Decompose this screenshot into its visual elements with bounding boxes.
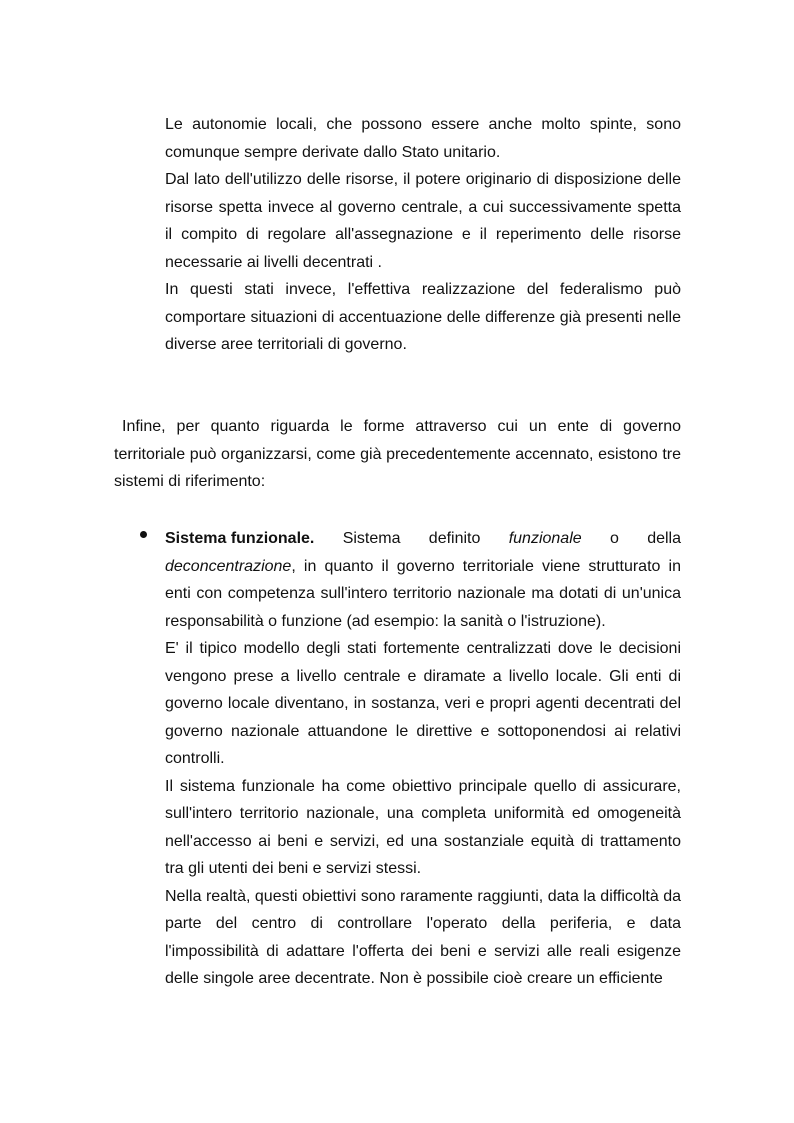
bullet-paragraph: E' il tipico modello degli stati fortemente centralizzati dove le decisioni vengono prese a livello centrale e diramate a livello locale. Gli enti di governo locale diventano, in sostanza, veri e propri agenti decentrati del governo nazionale attuandone le direttive e sottoponendosi ai relativi controlli. [165, 640, 681, 767]
bullet-paragraph [165, 553, 681, 636]
systems-intro-paragraph: Infine, per quanto riguarda le forme attraverso cui un ente di governo territoriale può organizzarsi, come già precedentemente accennato, esistono tre sistemi di riferimento: [114, 418, 681, 490]
systems-intro-section [114, 413, 681, 496]
bullet-lead-word: della [647, 530, 681, 547]
bullet-lead-word: definito [428, 530, 481, 547]
bullet-lead-italic: funzionale [508, 530, 582, 547]
intro-paragraph: Le autonomie locali, che possono essere anche molto spinte, sono comunque sempre derivate dallo Stato unitario. [165, 116, 681, 161]
bullet-paragraph: Nella realtà, questi obiettivi sono raramente raggiunti, data la difficoltà da parte del centro di controllare l'operato della periferia, e data l'impossibilità di adattare l'offerta dei beni e servizi alle reali esigenze delle singole aree decentrate. Non è possibile cioè creare un efficiente [165, 887, 681, 987]
bullet-paragraph: Il sistema funzionale ha come obiettivo principale quello di assicurare, sull'intero territorio nazionale, una completa uniformità ed omogeneità nell'accesso ai beni e servizi, ed una sostanziale equità di trattamento tra gli utenti dei beni e servizi stessi. [165, 777, 681, 877]
bullet-heading: Sistema funzionale. [165, 530, 315, 547]
bullet-first-line [165, 525, 681, 553]
bullet-lead-word: o [609, 530, 619, 547]
bullet-lead-word: Sistema [342, 530, 401, 547]
bullet-italic-term: deconcentrazione [165, 557, 292, 575]
bullet-icon [140, 531, 147, 538]
bullet-rest-text: , in quanto il governo territoriale viene strutturato in enti con competenza sull'intero territorio nazionale ma dotati di un'unica responsabilità o funzione (ad esempio: la sanità o l'istruzione). [165, 557, 681, 630]
intro-section [165, 111, 681, 359]
intro-paragraph: In questi stati invece, l'effettiva realizzazione del federalismo può comportare situazioni di accentuazione delle differenze già presenti nelle diverse aree territoriali di governo. [165, 281, 681, 353]
intro-paragraph: Dal lato dell'utilizzo delle risorse, il potere originario di disposizione delle risorse spetta invece al governo centrale, a cui successivamente spetta il compito di regolare all'assegnazione e il reperimento delle risorse necessarie ai livelli decentrati . [165, 171, 681, 271]
functional-system-section [165, 525, 681, 993]
